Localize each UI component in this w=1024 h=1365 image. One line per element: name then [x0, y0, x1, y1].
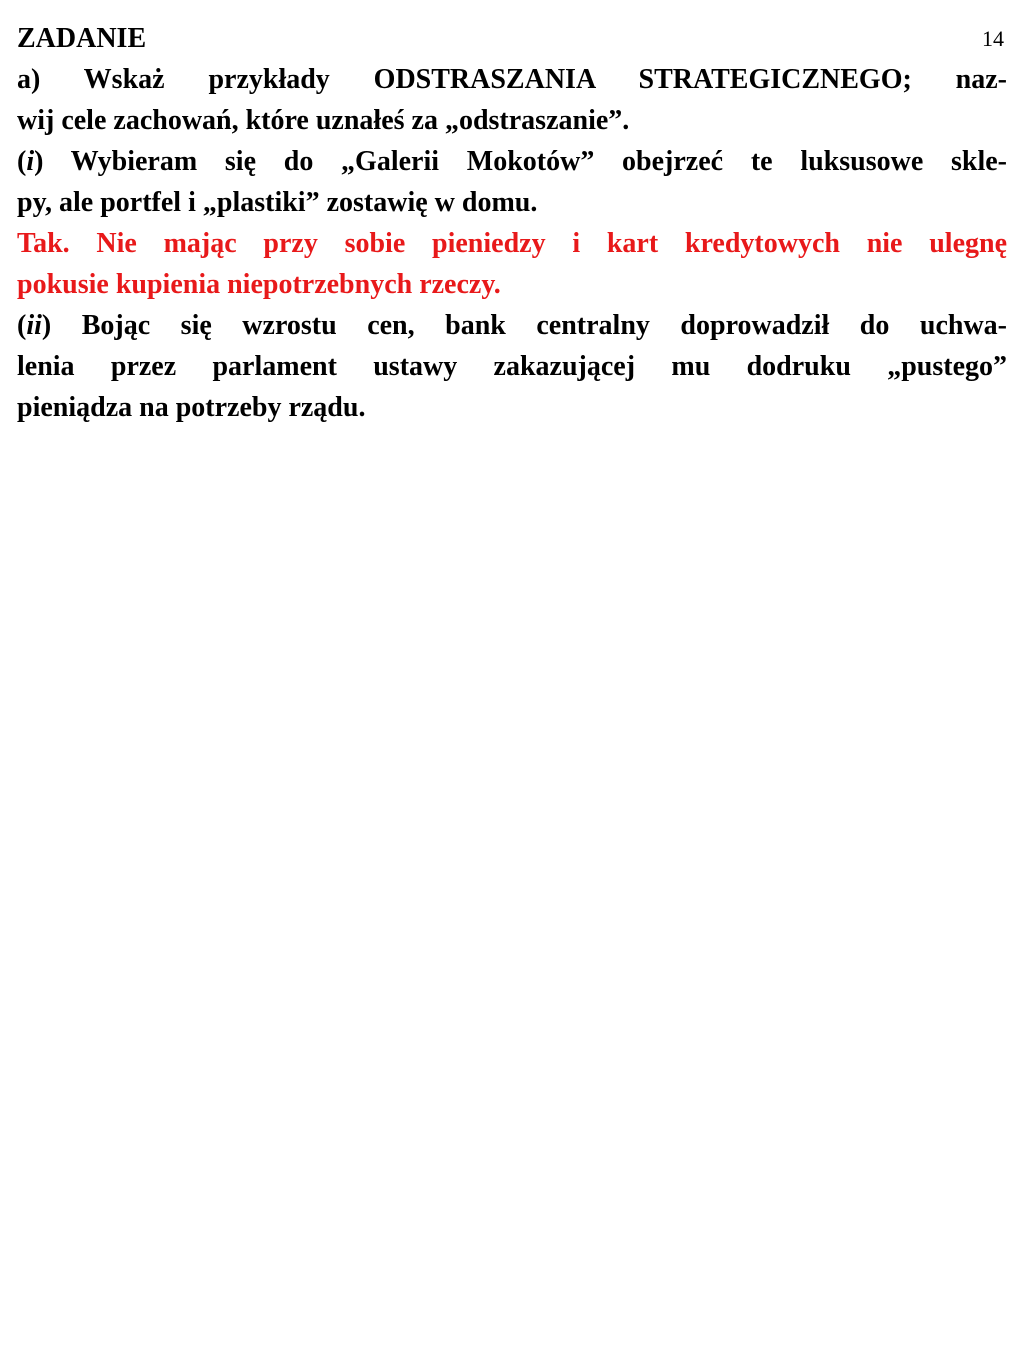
item-i-open-paren: ( [17, 146, 27, 177]
item-ii-line-3: pieniądza na potrzeby rządu. [17, 392, 366, 423]
item-i-text-1: Wybieram się do „Galerii Mokotów” obejrzeć te luksusowe skle- [43, 146, 1007, 177]
task-a-line-2: wij cele zachowań, które uznałeś za „odstraszanie”. [17, 105, 630, 136]
answer-i-line-1: Tak. Nie mając przy sobie pieniedzy i kart kredytowych nie ulegnę [17, 228, 1007, 259]
item-i-close-paren: ) [34, 146, 44, 177]
item-ii-line-2: lenia przez parlament ustawy zakazującej mu dodruku „pustego” [17, 351, 1007, 382]
item-ii-close-paren: ) [41, 310, 52, 341]
item-ii-text-1: Bojąc się wzrostu cen, bank centralny doprowadził do uchwa- [51, 310, 1007, 341]
item-ii-label: ii [26, 310, 42, 341]
task-a-line-1: a) Wskaż przykłady ODSTRASZANIA STRATEGICZNEGO; naz- [17, 64, 1007, 95]
answer-i-line-2: pokusie kupienia niepotrzebnych rzeczy. [17, 269, 501, 300]
item-ii-line-1 [17, 305, 1007, 346]
heading: ZADANIE [17, 23, 147, 54]
document-body [17, 18, 1007, 428]
item-ii-open-paren: ( [17, 310, 27, 341]
item-i-label: i [26, 146, 35, 177]
item-i-line-1 [17, 141, 1007, 182]
page-number: 14 [982, 26, 1004, 51]
item-i-line-2: py, ale portfel i „plastiki” zostawię w domu. [17, 187, 538, 218]
